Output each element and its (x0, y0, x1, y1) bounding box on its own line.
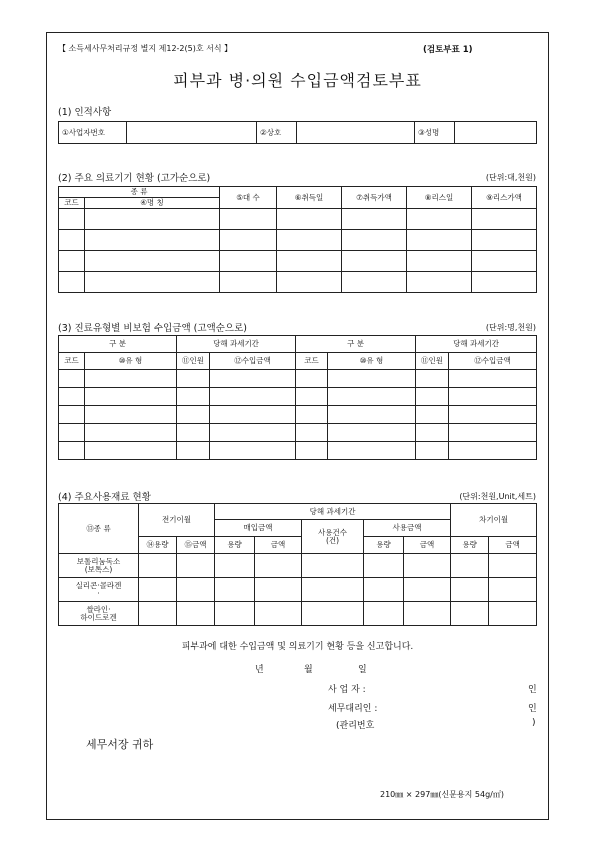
medical-devices-table (58, 186, 537, 293)
purchase-amount-header: 매입금액 (215, 520, 302, 537)
table-row (59, 209, 537, 230)
table-row (59, 424, 537, 442)
device-qty-header: ⑤대 수 (220, 187, 277, 209)
section4-unit: (단위:천원,Unit,세트) (459, 492, 536, 501)
device-lease-date-header: ⑧리스일 (407, 187, 472, 209)
device-acq-price-header: ⑦취득가액 (342, 187, 407, 209)
table-row (59, 388, 537, 406)
non-insured-income-table (58, 335, 537, 460)
period-header-left: 당해 과세기간 (177, 336, 296, 353)
business-number-label: ①사업자번호 (59, 122, 127, 144)
material-botox: 보톨리눔독소 (보톡스) (59, 554, 139, 578)
next-carry-header: 차기이월 (451, 504, 537, 537)
table-row (59, 370, 537, 388)
device-type-header: 종 류 (59, 187, 220, 198)
income-header-left: ⑫수입금액 (210, 353, 296, 370)
usage-qty-header: 용량 (364, 537, 404, 554)
prev-carry-header: 전기이월 (139, 504, 215, 537)
type-header-left: ⑩유 형 (85, 353, 177, 370)
usage-count-header: 사용건수 (건) (302, 520, 364, 554)
form-id: 【 소득세사무처리규정 별지 제12-2(5)호 서식 】 (58, 44, 233, 53)
table-row (59, 406, 537, 424)
device-acq-date-header: ⑥취득일 (277, 187, 342, 209)
type-header-right: ⑩유 형 (328, 353, 416, 370)
income-header-right: ⑫수입금액 (449, 353, 537, 370)
company-name-field[interactable] (297, 122, 415, 144)
date-month-label: 월 (304, 665, 313, 675)
owner-name-label: ③성명 (415, 122, 455, 144)
persons-header-right: ⑪인원 (416, 353, 449, 370)
usage-amount-header: 사용금액 (364, 520, 451, 537)
operator-seal[interactable]: 인 (528, 685, 537, 695)
personal-info-table (58, 121, 537, 144)
table-row (59, 272, 537, 293)
current-period-header: 당해 과세기간 (215, 504, 451, 520)
company-name-label: ②상호 (257, 122, 297, 144)
tax-agent-label: 세무대리인 : (328, 704, 378, 714)
device-code-header: 코드 (59, 198, 85, 209)
declaration-text: 피부과에 대한 수입금액 및 의료기기 현황 등을 신고합니다. (181, 642, 414, 652)
period-header-right: 당해 과세기간 (416, 336, 537, 353)
section2-unit: (단위:대,천원) (485, 173, 536, 182)
tax-agent-seal[interactable]: 인 (528, 704, 537, 714)
table-row (59, 442, 537, 460)
section2-title: (2) 주요 의료기기 현황 (고가순으로) (58, 173, 211, 184)
next-amt-header: 금액 (489, 537, 537, 554)
device-name-header: ④명 칭 (85, 198, 220, 209)
device-lease-price-header: ⑨리스가액 (472, 187, 537, 209)
persons-header-left: ⑪인원 (177, 353, 210, 370)
operator-label: 사 업 자 : (328, 685, 366, 695)
section1-title: (1) 인적사항 (58, 107, 112, 118)
material-silicone-collagen: 실리콘·콜라겐 · (59, 578, 139, 602)
code-header-right: 코드 (296, 353, 328, 370)
purchase-amt-header: 금액 (255, 537, 302, 554)
form-reference: (검토부표 1) (423, 45, 473, 55)
material-saline-hydrogen: 쌀라인· 하이드로겐 (59, 602, 139, 626)
page-title: 피부과 병·의원 수입금액검토부표 (173, 71, 422, 90)
paper-spec: 210㎜ × 297㎜(신문용지 54g/㎡) (380, 790, 504, 799)
usage-amt-header: 금액 (404, 537, 451, 554)
table-row (59, 230, 537, 251)
purchase-qty-header: 용량 (215, 537, 255, 554)
management-number-label: (관리번호 (336, 721, 375, 731)
code-header-left: 코드 (59, 353, 85, 370)
next-qty-header: 용량 (451, 537, 489, 554)
owner-name-field[interactable] (455, 122, 537, 144)
business-number-field[interactable] (127, 122, 257, 144)
table-row (59, 554, 537, 578)
section3-unit: (단위:명,천원) (485, 323, 536, 332)
date-year-label: 년 (255, 665, 264, 675)
section3-title: (3) 진료유형별 비보험 수입금액 (고액순으로) (58, 323, 247, 334)
materials-table (58, 503, 537, 626)
prev-amount-header: ⑮금액 (177, 537, 215, 554)
prev-qty-header: ⑭용량 (139, 537, 177, 554)
div-header-left: 구 분 (59, 336, 177, 353)
div-header-right: 구 분 (296, 336, 416, 353)
table-row (59, 602, 537, 626)
material-kind-header: ⑬종 류 (59, 504, 139, 554)
table-row (59, 251, 537, 272)
management-number-close: ) (532, 718, 536, 728)
table-row (59, 578, 537, 602)
section4-title: (4) 주요사용재료 현황 (58, 492, 151, 503)
date-day-label: 일 (358, 665, 367, 675)
addressee: 세무서장 귀하 (86, 738, 154, 751)
